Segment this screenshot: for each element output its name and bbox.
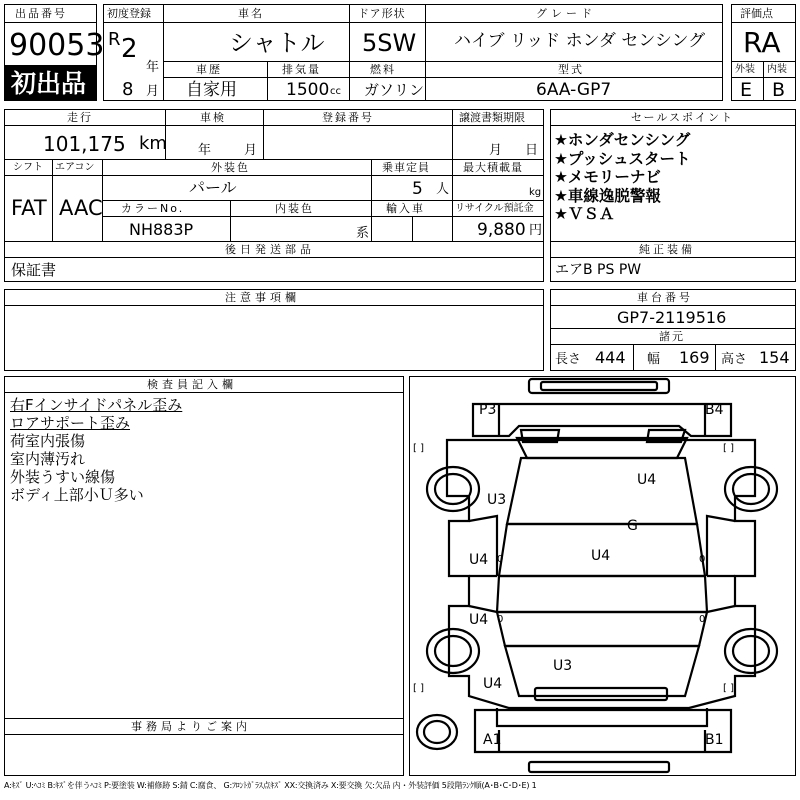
history-cell: 自家用 <box>163 77 268 101</box>
model-code: 6AA-GP7 <box>536 80 612 100</box>
mark-zero: 0 <box>699 614 706 625</box>
car-damage-diagram <box>409 376 796 776</box>
height: 154 <box>759 348 790 367</box>
exterior-header: 外装 <box>731 61 764 78</box>
mileage-cell: 101,175 km <box>4 125 166 160</box>
mileage: 101,175 <box>43 132 126 156</box>
history-header: 車歴 <box>163 61 268 78</box>
inspector-header: 検査員記入欄 <box>4 376 404 393</box>
transfer-cell: 月 日 <box>452 125 544 160</box>
genuine-header: 純正装備 <box>550 241 796 258</box>
mark-b1: B1 <box>705 732 724 748</box>
note-item: 外装うすい線傷 <box>10 468 116 486</box>
later-items-cell: 保証書 <box>4 257 544 282</box>
import-header: 輸入車 <box>371 200 453 217</box>
caution-header: 注意事項欄 <box>4 289 544 306</box>
chassis-cell <box>550 305 796 329</box>
mark-zero: 0 <box>699 554 706 565</box>
displacement-cell: 1500 cc <box>267 77 350 101</box>
score-header: 評価点 <box>731 4 796 23</box>
shaken-header: 車検 <box>165 109 264 126</box>
fuel-header: 燃料 <box>349 61 426 78</box>
first-reg-month: 8 <box>122 79 134 100</box>
inspector-notes <box>10 396 182 504</box>
grade: ハイブ リッド ホンダ センシング <box>454 31 706 51</box>
grade-cell <box>425 22 723 62</box>
chassis-number: GP7-2119516 <box>617 308 727 327</box>
note-item: ボディ上部小Ｕ多い <box>10 486 144 504</box>
mileage-header: 走行 <box>4 109 166 126</box>
bracket-mark: [ ] <box>723 443 734 454</box>
model-cell <box>425 77 723 101</box>
car-name-header: 車名 <box>163 4 350 23</box>
mark-zero: 0 <box>497 614 504 625</box>
sales-point-cell <box>550 125 796 242</box>
sales-point-item: ★車線逸脱警報 <box>554 186 661 205</box>
int-color-header: 内装色 <box>230 200 372 217</box>
mark-u4-lower: U4 <box>483 676 503 692</box>
capacity-header: 乗車定員 <box>371 159 453 176</box>
overall-score: RA <box>743 26 781 59</box>
mark-p3: P3 <box>479 402 497 418</box>
length: 444 <box>595 348 626 367</box>
score-cell <box>731 22 796 62</box>
mark-u4-rear-left: U4 <box>469 612 489 628</box>
office-cell <box>4 734 404 776</box>
mark-u3-rear: U3 <box>553 658 573 674</box>
color-no-cell: NH883P <box>102 216 231 242</box>
specs-header: 諸元 <box>550 328 796 345</box>
shaken-cell: 年 月 <box>165 125 264 160</box>
width: 169 <box>679 348 710 367</box>
grade-header: グレード <box>425 4 723 23</box>
max-load-header: 最大積載量 <box>452 159 544 176</box>
sales-point-header: セールスポイント <box>550 109 796 126</box>
chassis-header: 車台番号 <box>550 289 796 306</box>
mark-u3-left: U3 <box>487 492 507 508</box>
first-reg-header: 初度登録 <box>103 4 164 23</box>
lot-number-header: 出品番号 <box>4 4 97 23</box>
door-header: ドア形状 <box>349 4 426 23</box>
displacement-header: 排気量 <box>267 61 350 78</box>
transfer-header: 譲渡書類期限 <box>452 109 544 126</box>
car-name: シャトル <box>229 29 325 57</box>
lot-number-cell <box>4 22 105 66</box>
plate-cell <box>263 125 453 160</box>
first-reg-year: 2 <box>121 34 138 64</box>
mark-b4: B4 <box>705 402 724 418</box>
bracket-mark: [ ] <box>413 683 424 694</box>
sales-point-item: ★ＶＳＡ <box>554 205 615 224</box>
recycle-cell: 9,880 円 <box>452 216 544 242</box>
legend-footer: A:ｷｽﾞ U:ﾍｺﾐ B:ｷｽﾞを伴うﾍｺﾐ P:要塗装 W:補修跡 S:錆 C:腐食、 G:ﾌﾛﾝﾄｶﾞﾗｽ点ｷｽﾞ XX:交換済み X:要交換 欠:欠品 内・外装評価 5段階ﾗﾝｸ順(A･B･C･D･E) 1 <box>4 781 537 790</box>
recycle-fee: 9,880 <box>477 220 526 240</box>
later-items-header: 後日発送部品 <box>4 241 544 258</box>
genuine-cell: エアB PS PW <box>550 257 796 282</box>
model-header: 型式 <box>425 61 723 78</box>
lot-number: 90053 <box>9 28 105 63</box>
mark-zero: 0 <box>497 554 504 565</box>
sales-point-item: ★ホンダセンシング <box>554 131 691 149</box>
shift-header: シフト <box>4 159 53 176</box>
mark-g: G <box>627 518 638 534</box>
interior-cell: B <box>763 77 796 101</box>
int-color-cell: 系 <box>230 216 372 242</box>
ext-color-header: 外装色 <box>102 159 372 176</box>
inspector-cell <box>4 392 404 719</box>
specs-cell: 長さ 444 幅 169 高さ 154 <box>550 344 796 371</box>
interior-header: 内装 <box>763 61 796 78</box>
max-load-cell: kg <box>452 175 544 201</box>
color-no-header: カラーNo. <box>102 200 231 217</box>
capacity-cell: 5 人 <box>371 175 453 201</box>
mark-u4-roof: U4 <box>637 472 657 488</box>
import-cell-b <box>412 216 453 242</box>
note-item: 室内薄汚れ <box>10 450 86 468</box>
door-shape: 5SW <box>362 29 417 57</box>
aircon-header: エアコン <box>52 159 103 176</box>
sales-point-item: ★プッシュスタート <box>554 149 691 168</box>
note-item: ロアサポート歪み <box>10 414 131 432</box>
shift-cell: FAT <box>4 175 53 242</box>
recycle-header: リサイクル預託金 <box>452 200 544 217</box>
office-header: 事務局よりご案内 <box>4 718 404 735</box>
ext-color-cell: パール <box>102 175 372 201</box>
caution-cell <box>4 305 544 371</box>
sales-point-list <box>554 131 691 224</box>
bracket-mark: [ ] <box>413 443 424 454</box>
aircon-cell: AAC <box>52 175 103 242</box>
exterior-cell: E <box>731 77 764 101</box>
import-cell-a <box>371 216 413 242</box>
note-item: 荷室内張傷 <box>10 432 86 450</box>
first-reg-cell: R 2 年 8 月 <box>103 22 164 101</box>
bracket-mark: [ ] <box>723 683 734 694</box>
car-name-cell <box>163 22 350 62</box>
plate-header: 登録番号 <box>263 109 453 126</box>
sales-point-item: ★メモリーナビ <box>554 168 661 187</box>
mark-a1: A1 <box>483 732 502 748</box>
first-listing-badge: 初出品 <box>4 65 97 101</box>
mark-u4-center: U4 <box>591 548 611 564</box>
door-cell <box>349 22 426 62</box>
note-item: 右Fインサイドパネル歪み <box>10 396 183 414</box>
mark-u4-front-left: U4 <box>469 552 489 568</box>
fuel-cell: ガソリン <box>349 77 426 101</box>
